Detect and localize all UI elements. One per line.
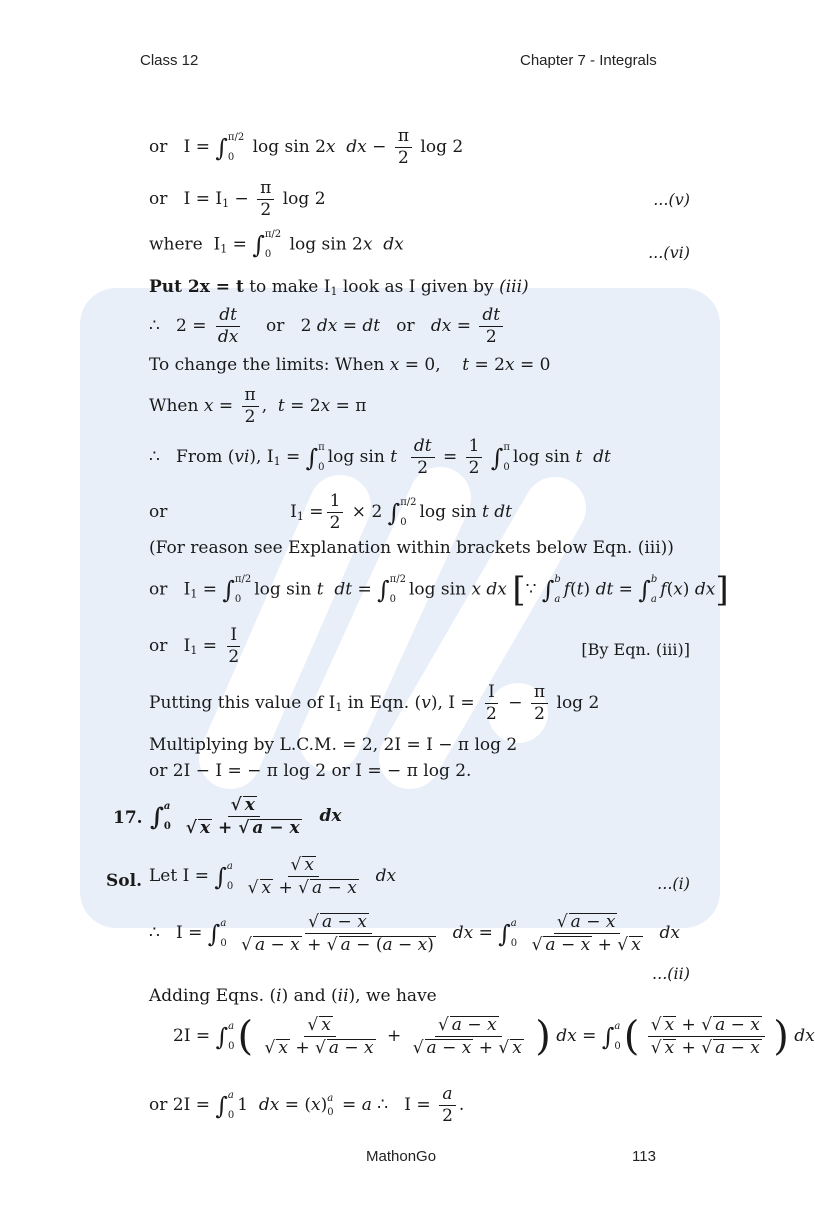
result-line: or 2I − I = − π log 2 or I = − π log 2. [149,761,472,781]
equation-ref-vi: ...(vi) [648,243,690,262]
equation-line-1: or I = ∫ π/2 0 log sin 2x dx − $\frac{\pi}{2}$ log 2 [149,126,464,168]
solution-label: Sol. [106,871,142,891]
header-chapter: Chapter 7 - Integrals [520,52,657,69]
when-line: When x = $\frac{\pi}{2}$ , t = 2x = π [149,385,367,427]
put-statement: Put 2x = t to make $I_1$ look as I given by (iii) [149,277,529,298]
equation-line-3: where $I_1$ = ∫ π/2 0 log sin 2x dx [149,229,404,260]
reason-line: (For reason see Explanation within brackets below Eqn. (iii)) [149,538,674,558]
footer-brand: MathonGo [366,1148,437,1165]
equation-line-9: or $I_1$ = $\frac{1}{2}$ × 2 ∫ π/2 0 log sin t dt [149,491,512,533]
adding-line: Adding Eqns. (i) and (ii), we have [149,986,437,1006]
question-17-number: 17. [113,808,143,828]
equation-ref-iii: [By Eqn. (iii)] [581,640,690,659]
equation-line-8: ∴ From (vi), $I_1$ = ∫ π 0 log sin t $\frac{dt}{2}$ = $\frac{1}{2}$ ∫ π 0 log sin t dt [149,436,611,478]
question-17-statement: ∫ a 0 $\frac{√ x}{√ x + √ a - x}$ dx [150,795,342,838]
equation-ref-i: ...(i) [657,874,690,893]
multiplying-line: Multiplying by L.C.M. = 2, 2I = I − π log 2 [149,735,518,755]
solution-final-line: or 2I = ∫ a 0 1 dx = (x) a 0 = a ∴ I = $\frac{a}{2}$ . [149,1084,465,1126]
header-class: Class 12 [140,52,199,69]
equation-line-11: or $I_1$ = ∫ π/2 0 log sin t dt = ∫ π/2 0 log sin x dx [∵ ∫ b a f(t) dt = ∫ b a f(x) dx] [149,570,729,610]
equation-line-5: ∴ 2 = $\frac{dt}{dx}$ or 2 dx = dt or dx = $\frac{dt}{2}$ [149,307,506,346]
equation-ref-ii: ...(ii) [652,964,690,983]
putting-line: Putting this value of $I_1$ in Eqn. (v), I = $\frac{I}{2}$ − $\frac{\pi}{2}$ log 2 [149,682,600,724]
change-limits-line: To change the limits: When x = 0, t = 2x = 0 [149,355,551,375]
solution-line-1: Let I = ∫ a 0 $\frac{√ x}{√ x + √ a - x}$ dx [149,855,397,898]
solution-line-3: 2I = ∫ a 0 ( $\frac{√ x}{√ x + √ a - x}$ + $\frac{√ a - x}{√ a - x + √ x}$ ) dx = ∫ a 0 ( $\frac{√ x + √ a - x}{√ x + √ a - x}$ ) dx [173,1013,815,1060]
equation-ref-v: ...(v) [653,190,690,209]
equation-line-2: or $I = I_1$ − $\frac{\pi}{2}$ log 2 [149,178,326,220]
solution-line-2: ∴ I = ∫ a 0 $\frac{√ a - x}{√ a - x + √ a - (a - x)}$ dx = ∫ a 0 $\frac{√ a - x}{√ a - x + √ x}$ dx [149,912,680,955]
equation-line-12: or $I_1$ = $\frac{I}{2}$ [149,625,240,667]
page-number: 113 [632,1148,656,1165]
